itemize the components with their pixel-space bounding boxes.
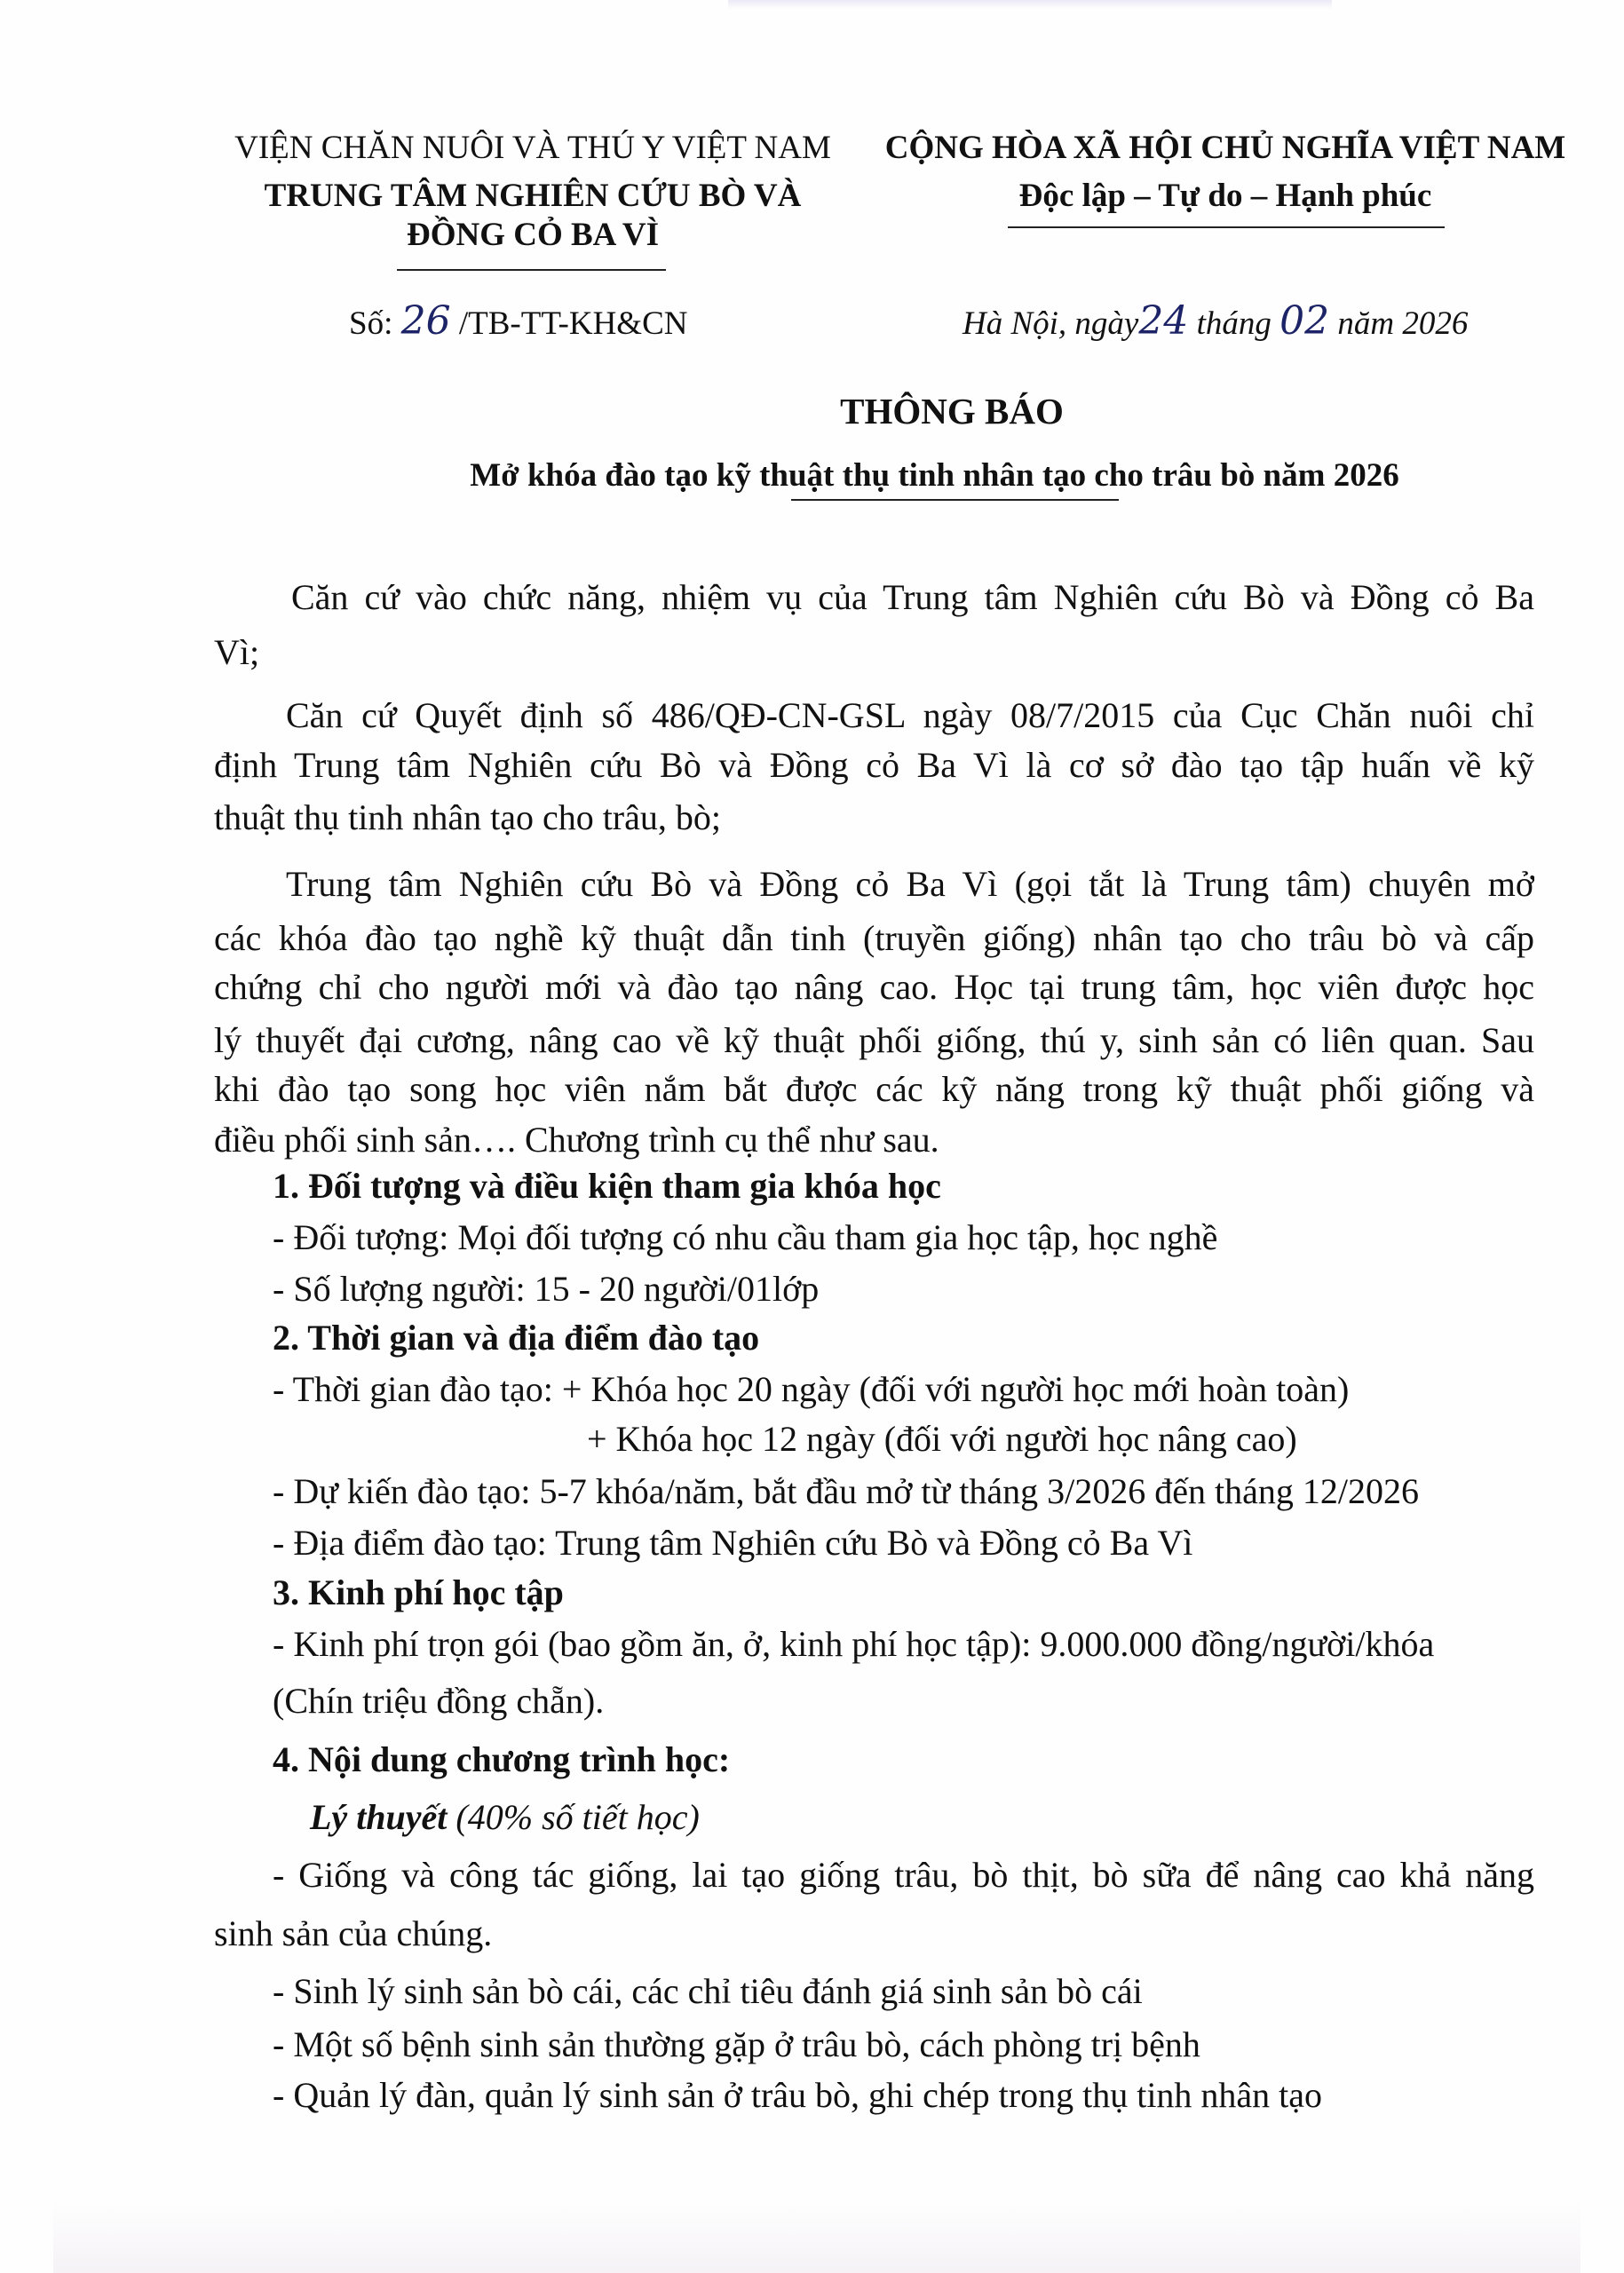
section-1-item: - Đối tượng: Mọi đối tượng có nhu cầu tham gia học tập, học nghề <box>273 1217 1218 1257</box>
paragraph-3-line-5: khi đào tạo song học viên nắm bắt được các kỹ năng trong kỹ thuật phối giống và <box>214 1069 1534 1109</box>
date-prefix: Hà Nội, ngày <box>963 305 1139 342</box>
paragraph-3-line-3: chứng chỉ cho người mới và đào tạo nâng cao. Học tại trung tâm, học viên được học <box>214 967 1534 1007</box>
date-day-handwritten: 24 <box>1138 298 1189 344</box>
agency-name-line2: ĐỒNG CỎ BA VÌ <box>406 217 660 253</box>
paragraph-3-line-2: các khóa đào tạo nghề kỹ thuật dẫn tinh (truyền giống) nhân tạo cho trâu bò và cấp <box>214 918 1534 958</box>
date-month-label: tháng <box>1188 305 1280 342</box>
section-2-item: + Khóa học 12 ngày (đối với người học nâng cao) <box>587 1419 1297 1459</box>
paragraph-2-line-3: thuật thụ tinh nhân tạo cho trâu, bò; <box>214 797 721 837</box>
section-3-item: - Kinh phí trọn gói (bao gồm ăn, ở, kinh phí học tập): 9.000.000 đồng/người/khóa <box>273 1624 1435 1664</box>
document-date <box>963 298 1469 344</box>
national-motto: Độc lập – Tự do – Hạnh phúc <box>1018 178 1432 214</box>
document-reference <box>349 298 688 344</box>
section-4-item: - Quản lý đàn, quản lý sinh sản ở trâu bò, ghi chép trong thụ tinh nhân tạo <box>273 2075 1323 2115</box>
section-1-heading: 1. Đối tượng và điều kiện tham gia khóa học <box>273 1166 941 1206</box>
date-month-handwritten: 02 <box>1279 298 1330 344</box>
section-2-item: - Dự kiến đào tạo: 5-7 khóa/năm, bắt đầu mở từ tháng 3/2026 đến tháng 12/2026 <box>273 1471 1419 1511</box>
agency-name-line1: TRUNG TÂM NGHIÊN CỨU BÒ VÀ <box>264 178 802 214</box>
paragraph-2-line-1: Căn cứ Quyết định số 486/QĐ-CN-GSL ngày 08/7/2015 của Cục Chăn nuôi chỉ <box>286 695 1534 735</box>
scan-artifact-top <box>728 0 1332 9</box>
paragraph-1-line-2: Vì; <box>214 632 260 672</box>
theory-note: (40% số tiết học) <box>447 1797 700 1837</box>
section-1-item: - Số lượng người: 15 - 20 người/01lớp <box>273 1269 820 1309</box>
national-title: CỘNG HÒA XÃ HỘI CHỦ NGHĨA VIỆT NAM <box>884 130 1566 166</box>
section-4-item: - Một số bệnh sinh sản thường gặp ở trâu bò, cách phòng trị bệnh <box>273 2024 1200 2064</box>
section-3-heading: 3. Kinh phí học tập <box>273 1572 564 1612</box>
section-2-heading: 2. Thời gian và địa điểm đào tạo <box>273 1318 760 1358</box>
paragraph-2-line-2: định Trung tâm Nghiên cứu Bò và Đồng cỏ Ba Vì là cơ sở đào tạo tập huấn về kỹ <box>214 745 1534 785</box>
section-2-item: - Thời gian đào tạo: + Khóa học 20 ngày (đối với người học mới hoàn toàn) <box>273 1369 1350 1409</box>
paragraph-1-line-1: Căn cứ vào chức năng, nhiệm vụ của Trung tâm Nghiên cứu Bò và Đồng cỏ Ba <box>291 577 1534 617</box>
paragraph-3-line-6: điều phối sinh sản…. Chương trình cụ thể như sau. <box>214 1120 939 1160</box>
theory-label: Lý thuyết <box>310 1797 448 1837</box>
section-4-item: - Giống và công tác giống, lai tạo giống trâu, bò thịt, bò sữa để nâng cao khả năng <box>273 1855 1534 1895</box>
section-4-heading: 4. Nội dung chương trình học: <box>273 1739 731 1779</box>
scan-artifact-bottom <box>53 2202 1580 2273</box>
reference-number-handwritten: 26 <box>400 298 451 344</box>
subtitle-underline <box>791 499 1119 501</box>
reference-prefix: Số: <box>349 305 401 342</box>
left-header-underline <box>397 269 666 271</box>
right-header-underline <box>1008 226 1445 228</box>
section-4-item: - Sinh lý sinh sản bò cái, các chỉ tiêu đánh giá sinh sản bò cái <box>273 1971 1143 2011</box>
reference-suffix: /TB-TT-KH&CN <box>450 305 688 342</box>
theory-subheading <box>310 1796 700 1839</box>
document-title: THÔNG BÁO <box>840 391 1064 432</box>
section-4-item-continuation: sinh sản của chúng. <box>214 1913 493 1953</box>
section-2-item: - Địa điểm đào tạo: Trung tâm Nghiên cứu Bò và Đồng cỏ Ba Vì <box>273 1523 1193 1563</box>
paragraph-3-line-1: Trung tâm Nghiên cứu Bò và Đồng cỏ Ba Vì (gọi tắt là Trung tâm) chuyên mở <box>286 864 1534 904</box>
date-year-label: năm 2026 <box>1329 305 1469 342</box>
section-3-item: (Chín triệu đồng chẵn). <box>273 1681 605 1721</box>
agency-parent-name: VIỆN CHĂN NUÔI VÀ THÚ Y VIỆT NAM <box>234 130 831 166</box>
document-subtitle: Mở khóa đào tạo kỹ thuật thụ tinh nhân tạo cho trâu bò năm 2026 <box>470 457 1399 494</box>
paragraph-3-line-4: lý thuyết đại cương, nâng cao về kỹ thuật phối giống, thú y, sinh sản có liên quan. Sau <box>214 1020 1534 1060</box>
